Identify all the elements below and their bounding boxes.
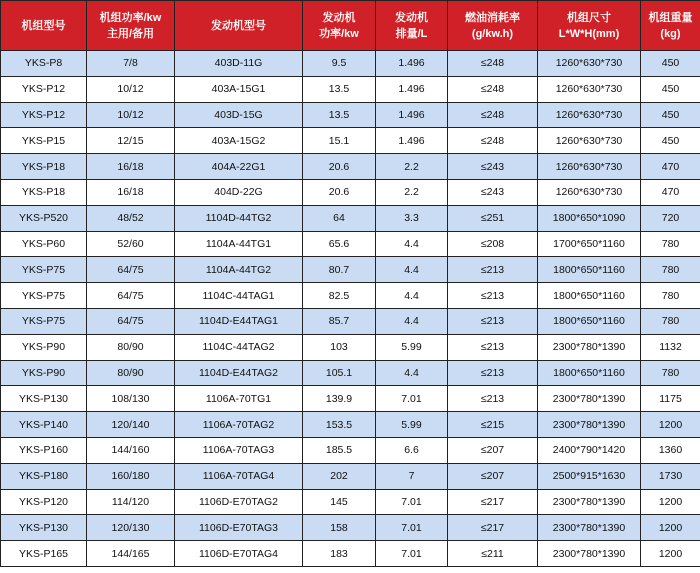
cell-dimensions: 2300*780*1390 [538,412,641,438]
cell-engine-displacement: 4.4 [376,308,448,334]
cell-model: YKS-P90 [1,360,87,386]
cell-model: YKS-P60 [1,231,87,257]
cell-engine-displacement: 2.2 [376,154,448,180]
header-weight [641,1,700,51]
header-text-line: L*W*H(mm) [558,27,620,40]
cell-model: YKS-P130 [1,515,87,541]
cell-engine-displacement: 2.2 [376,179,448,205]
header-model [1,1,87,51]
table-row [1,489,700,515]
cell-engine-displacement: 6.6 [376,437,448,463]
cell-weight: 780 [641,308,700,334]
cell-engine-power: 103 [303,334,376,360]
header-dimensions [538,1,641,51]
table-row [1,257,700,283]
cell-dimensions: 1800*650*1160 [538,308,641,334]
cell-engine-power: 82.5 [303,283,376,309]
cell-weight: 1730 [641,463,700,489]
cell-model: YKS-P8 [1,51,87,77]
cell-dimensions: 1800*650*1160 [538,283,641,309]
cell-fuel-consumption: ≤215 [448,412,538,438]
cell-engine-displacement: 1.496 [376,51,448,77]
cell-engine-power: 185.5 [303,437,376,463]
cell-fuel-consumption: ≤213 [448,386,538,412]
header-text-line: 发动机 [322,11,356,24]
cell-engine-power: 9.5 [303,51,376,77]
cell-engine-model: 404A-22G1 [175,154,303,180]
cell-dimensions: 2300*780*1390 [538,541,641,567]
cell-fuel-consumption: ≤213 [448,334,538,360]
cell-engine-model: 1106D-E70TAG3 [175,515,303,541]
header-row [1,1,700,51]
table-row [1,334,700,360]
cell-engine-displacement: 1.496 [376,76,448,102]
cell-weight: 450 [641,51,700,77]
cell-weight: 1132 [641,334,700,360]
cell-unit-power: 16/18 [87,154,175,180]
cell-engine-model: 1104A-44TG2 [175,257,303,283]
cell-unit-power: 7/8 [87,51,175,77]
cell-weight: 1200 [641,541,700,567]
cell-engine-power: 65.6 [303,231,376,257]
cell-unit-power: 144/160 [87,437,175,463]
cell-unit-power: 80/90 [87,360,175,386]
cell-fuel-consumption: ≤248 [448,76,538,102]
cell-engine-model: 1104C-44TAG2 [175,334,303,360]
table-body [1,51,700,567]
cell-fuel-consumption: ≤207 [448,437,538,463]
cell-dimensions: 2300*780*1390 [538,489,641,515]
cell-dimensions: 1800*650*1160 [538,257,641,283]
cell-weight: 450 [641,102,700,128]
table-row [1,51,700,77]
header-engine-displacement [376,1,448,51]
cell-dimensions: 1260*630*730 [538,51,641,77]
cell-fuel-consumption: ≤248 [448,51,538,77]
cell-engine-power: 158 [303,515,376,541]
table-row [1,360,700,386]
cell-fuel-consumption: ≤213 [448,257,538,283]
cell-fuel-consumption: ≤217 [448,489,538,515]
header-text-line: 机组重量 [648,11,693,24]
cell-engine-power: 85.7 [303,308,376,334]
table-row [1,515,700,541]
cell-engine-displacement: 7 [376,463,448,489]
cell-weight: 1200 [641,515,700,541]
cell-fuel-consumption: ≤211 [448,541,538,567]
cell-engine-model: 404D-22G [175,179,303,205]
cell-fuel-consumption: ≤207 [448,463,538,489]
header-text-line: 发动机 [395,11,428,24]
cell-engine-power: 15.1 [303,128,376,154]
cell-model: YKS-P520 [1,205,87,231]
table-row [1,205,700,231]
cell-engine-power: 202 [303,463,376,489]
cell-engine-displacement: 7.01 [376,489,448,515]
table-row [1,541,700,567]
cell-model: YKS-P90 [1,334,87,360]
cell-model: YKS-P15 [1,128,87,154]
cell-engine-model: 403D-11G [175,51,303,77]
cell-engine-displacement: 7.01 [376,541,448,567]
table-row [1,283,700,309]
cell-unit-power: 108/130 [87,386,175,412]
cell-fuel-consumption: ≤251 [448,205,538,231]
cell-dimensions: 1260*630*730 [538,102,641,128]
cell-weight: 780 [641,283,700,309]
cell-unit-power: 64/75 [87,257,175,283]
header-fuel-consumption [448,1,538,51]
header-engine-power [303,1,376,51]
cell-engine-model: 1104A-44TG1 [175,231,303,257]
cell-engine-power: 105.1 [303,360,376,386]
cell-weight: 1200 [641,412,700,438]
header-engine-model [175,1,303,51]
cell-engine-displacement: 1.496 [376,128,448,154]
cell-engine-model: 1104D-44TG2 [175,205,303,231]
cell-engine-power: 139.9 [303,386,376,412]
cell-unit-power: 120/130 [87,515,175,541]
cell-engine-model: 1104C-44TAG1 [175,283,303,309]
header-text-line: 机组型号 [21,19,66,32]
cell-engine-displacement: 1.496 [376,102,448,128]
cell-fuel-consumption: ≤243 [448,179,538,205]
cell-engine-displacement: 3.3 [376,205,448,231]
cell-unit-power: 52/60 [87,231,175,257]
cell-fuel-consumption: ≤243 [448,154,538,180]
cell-dimensions: 1800*650*1160 [538,360,641,386]
cell-engine-power: 13.5 [303,76,376,102]
cell-weight: 780 [641,257,700,283]
cell-model: YKS-P180 [1,463,87,489]
cell-fuel-consumption: ≤213 [448,283,538,309]
cell-unit-power: 16/18 [87,179,175,205]
table-row [1,76,700,102]
table-row [1,179,700,205]
cell-engine-model: 1106A-70TAG2 [175,412,303,438]
cell-weight: 780 [641,231,700,257]
cell-model: YKS-P75 [1,257,87,283]
table-row [1,308,700,334]
cell-unit-power: 12/15 [87,128,175,154]
cell-unit-power: 80/90 [87,334,175,360]
cell-fuel-consumption: ≤208 [448,231,538,257]
cell-engine-model: 403D-15G [175,102,303,128]
cell-engine-displacement: 5.99 [376,412,448,438]
cell-model: YKS-P140 [1,412,87,438]
cell-dimensions: 2300*780*1390 [538,386,641,412]
cell-fuel-consumption: ≤213 [448,308,538,334]
cell-unit-power: 64/75 [87,308,175,334]
cell-dimensions: 1260*630*730 [538,179,641,205]
cell-dimensions: 1700*650*1160 [538,231,641,257]
cell-engine-power: 80.7 [303,257,376,283]
cell-weight: 1175 [641,386,700,412]
cell-engine-power: 13.5 [303,102,376,128]
cell-model: YKS-P12 [1,102,87,128]
header-text-line: (kg) [660,27,681,40]
cell-unit-power: 10/12 [87,76,175,102]
table-row [1,231,700,257]
cell-weight: 470 [641,154,700,180]
cell-model: YKS-P12 [1,76,87,102]
header-unit-power [87,1,175,51]
cell-engine-power: 20.6 [303,179,376,205]
cell-weight: 450 [641,128,700,154]
table-row [1,437,700,463]
cell-engine-power: 153.5 [303,412,376,438]
cell-engine-displacement: 4.4 [376,257,448,283]
cell-engine-power: 64 [303,205,376,231]
cell-weight: 1200 [641,489,700,515]
cell-fuel-consumption: ≤248 [448,128,538,154]
cell-fuel-consumption: ≤248 [448,102,538,128]
table-row [1,154,700,180]
cell-engine-model: 403A-15G1 [175,76,303,102]
cell-dimensions: 2300*780*1390 [538,515,641,541]
cell-model: YKS-P75 [1,308,87,334]
cell-engine-displacement: 4.4 [376,231,448,257]
cell-engine-model: 1104D-E44TAG2 [175,360,303,386]
table-header [1,1,700,51]
header-text-line: 机组功率/kw [99,11,162,24]
cell-weight: 1360 [641,437,700,463]
cell-model: YKS-P160 [1,437,87,463]
cell-engine-displacement: 5.99 [376,334,448,360]
cell-unit-power: 114/120 [87,489,175,515]
header-text-line: 主用/备用 [106,27,155,40]
table-row [1,386,700,412]
cell-model: YKS-P18 [1,179,87,205]
cell-model: YKS-P18 [1,154,87,180]
cell-engine-model: 1106A-70TG1 [175,386,303,412]
cell-engine-displacement: 4.4 [376,360,448,386]
header-text-line: 发动机型号 [211,19,266,32]
cell-unit-power: 10/12 [87,102,175,128]
cell-engine-displacement: 4.4 [376,283,448,309]
table-row [1,102,700,128]
header-text-line: 功率/kw [319,27,359,40]
table-row [1,412,700,438]
cell-unit-power: 48/52 [87,205,175,231]
cell-engine-model: 1106D-E70TAG4 [175,541,303,567]
cell-unit-power: 120/140 [87,412,175,438]
cell-dimensions: 1260*630*730 [538,154,641,180]
cell-dimensions: 2500*915*1630 [538,463,641,489]
cell-unit-power: 160/180 [87,463,175,489]
cell-unit-power: 144/165 [87,541,175,567]
table-row [1,463,700,489]
cell-model: YKS-P130 [1,386,87,412]
cell-engine-displacement: 7.01 [376,386,448,412]
cell-engine-power: 145 [303,489,376,515]
cell-model: YKS-P75 [1,283,87,309]
cell-fuel-consumption: ≤213 [448,360,538,386]
cell-dimensions: 1260*630*730 [538,76,641,102]
cell-engine-model: 1106A-70TAG4 [175,463,303,489]
header-text-line: 机组尺寸 [567,11,611,24]
cell-engine-power: 20.6 [303,154,376,180]
cell-model: YKS-P120 [1,489,87,515]
cell-weight: 780 [641,360,700,386]
cell-dimensions: 2300*780*1390 [538,334,641,360]
cell-fuel-consumption: ≤217 [448,515,538,541]
cell-dimensions: 2400*790*1420 [538,437,641,463]
cell-engine-model: 403A-15G2 [175,128,303,154]
cell-engine-model: 1106D-E70TAG2 [175,489,303,515]
header-text-line: (g/kw.h) [471,27,514,40]
cell-engine-model: 1104D-E44TAG1 [175,308,303,334]
cell-engine-power: 183 [303,541,376,567]
cell-weight: 720 [641,205,700,231]
cell-engine-displacement: 7.01 [376,515,448,541]
cell-weight: 450 [641,76,700,102]
header-text-line: 排量/L [395,27,428,40]
cell-model: YKS-P165 [1,541,87,567]
table-row [1,128,700,154]
cell-weight: 470 [641,179,700,205]
cell-unit-power: 64/75 [87,283,175,309]
cell-engine-model: 1106A-70TAG3 [175,437,303,463]
cell-dimensions: 1260*630*730 [538,128,641,154]
cell-dimensions: 1800*650*1090 [538,205,641,231]
header-text-line: 燃油消耗率 [465,11,520,24]
